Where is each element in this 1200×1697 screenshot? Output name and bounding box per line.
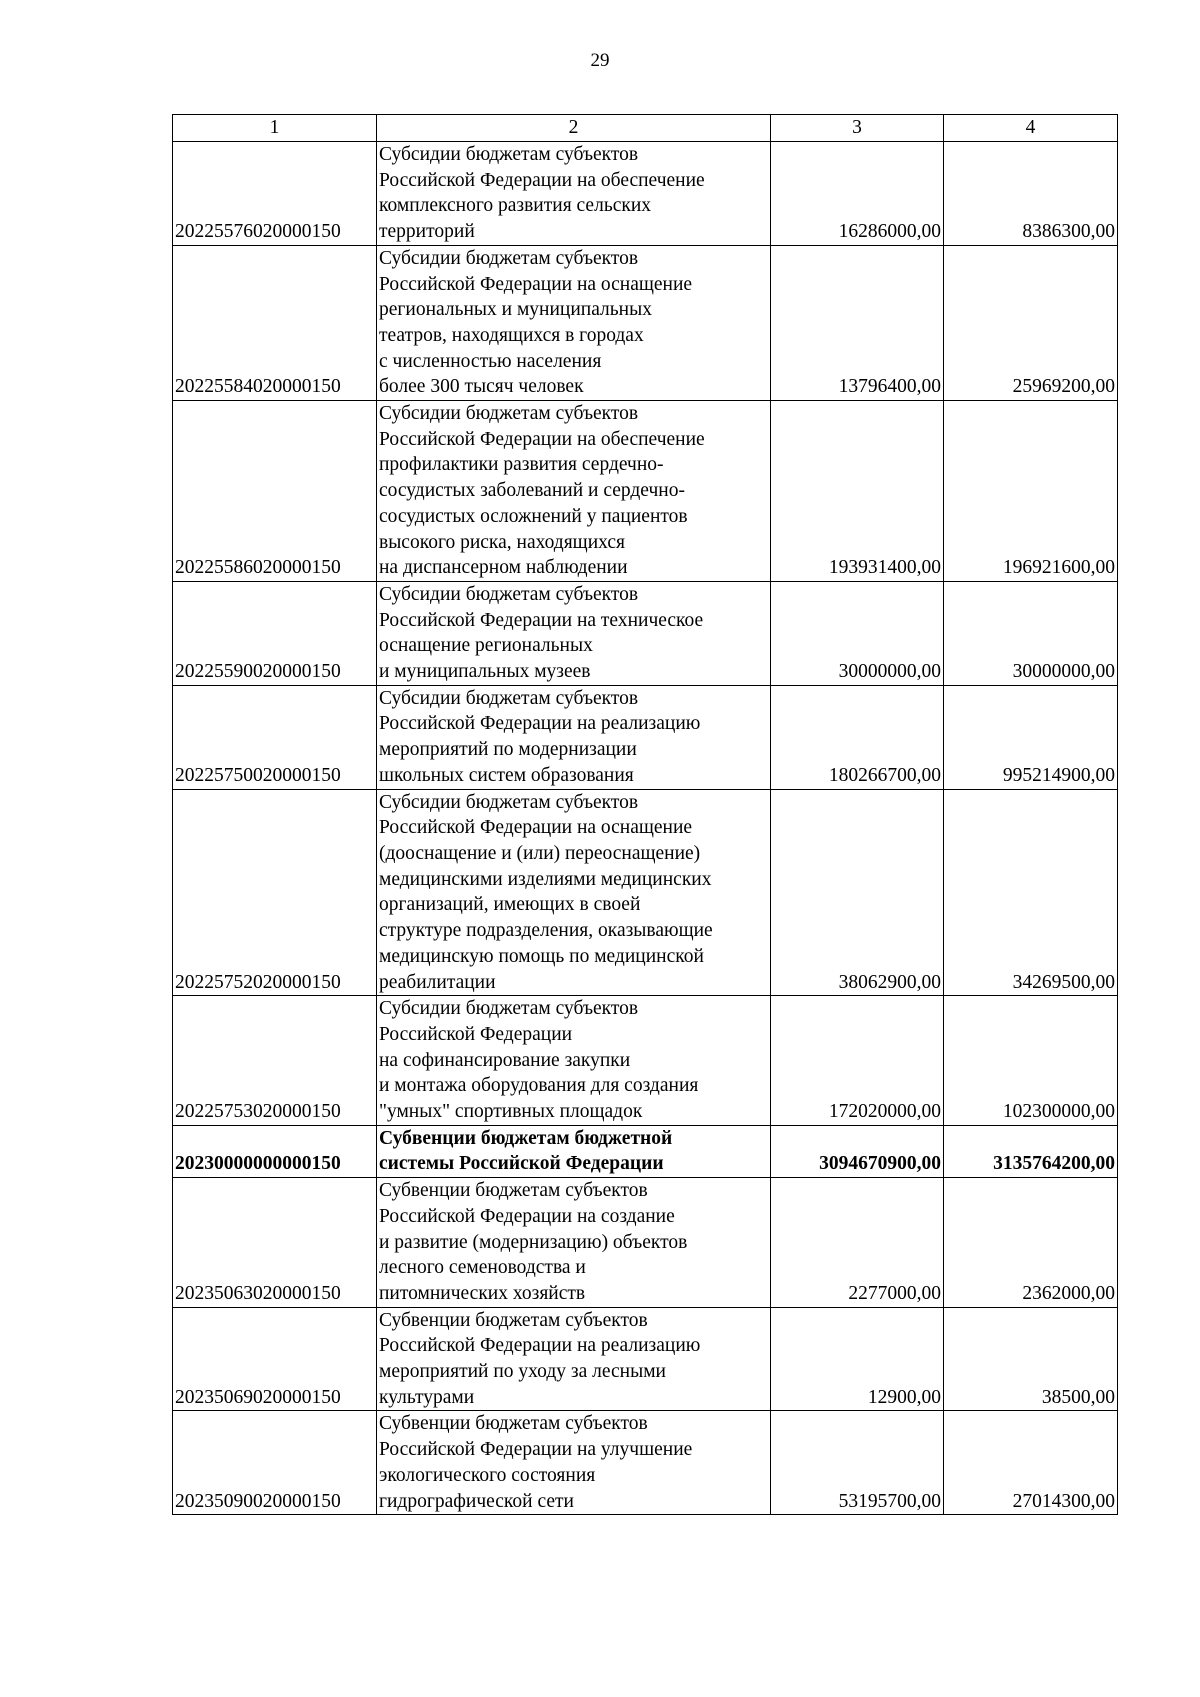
row-code: 20225753020000150 — [173, 996, 377, 1126]
row-col4-value: 38500,00 — [944, 1307, 1118, 1411]
row-col4-value: 27014300,00 — [944, 1411, 1118, 1515]
row-col4-value: 34269500,00 — [944, 789, 1118, 996]
row-name-line: мероприятий по модернизации — [379, 739, 637, 761]
row-col4-value: 2362000,00 — [944, 1178, 1118, 1308]
row-col4-value: 30000000,00 — [944, 581, 1118, 685]
row-name — [377, 401, 771, 582]
row-name-line: структуре подразделения, оказывающие — [379, 920, 713, 942]
row-name-line: экологического состояния — [379, 1464, 596, 1486]
row-name-line: Субсидии бюджетам субъектов — [379, 791, 639, 813]
row-name-line: Субсидии бюджетам субъектов — [379, 247, 639, 269]
row-name-line: на диспансерном наблюдении — [379, 557, 628, 579]
row-col3-value: 53195700,00 — [771, 1411, 944, 1515]
row-name-line: Российской Федерации — [379, 1023, 573, 1045]
row-name-line: Субсидии бюджетам субъектов — [379, 998, 639, 1020]
table-row — [173, 1125, 1118, 1177]
row-name-line: медицинскими изделиями медицинских — [379, 868, 712, 890]
row-name-line: Российской Федерации на обеспечение — [379, 428, 705, 450]
row-col3-value: 193931400,00 — [771, 401, 944, 582]
row-name-line: системы Российской Федерации — [379, 1153, 664, 1175]
row-code: 20230000000000150 — [173, 1125, 377, 1177]
row-name-line: Российской Федерации на создание — [379, 1205, 675, 1227]
table-body — [173, 142, 1118, 1515]
row-name-line: профилактики развития сердечно- — [379, 454, 664, 476]
row-name-line: реабилитации — [379, 971, 496, 993]
row-name — [377, 996, 771, 1126]
row-name — [377, 1125, 771, 1177]
row-col3-value: 2277000,00 — [771, 1178, 944, 1308]
row-col4-value: 8386300,00 — [944, 142, 1118, 246]
row-col3-value: 16286000,00 — [771, 142, 944, 246]
row-col4-value: 995214900,00 — [944, 685, 1118, 789]
table-row — [173, 142, 1118, 246]
row-name-line: Субвенции бюджетам субъектов — [379, 1309, 648, 1331]
row-name-line: (дооснащение и (или) переоснащение) — [379, 842, 701, 864]
row-name-line: комплексного развития сельских — [379, 195, 652, 217]
row-name-line: высокого риска, находящихся — [379, 531, 625, 553]
row-name-line: Российской Федерации на реализацию — [379, 1335, 701, 1357]
row-code: 20225590020000150 — [173, 581, 377, 685]
row-name-line: Российской Федерации на реализацию — [379, 713, 701, 735]
row-name-line: и монтажа оборудования для создания — [379, 1075, 699, 1097]
row-code: 20235090020000150 — [173, 1411, 377, 1515]
row-name — [377, 581, 771, 685]
row-name-line: театров, находящихся в городах — [379, 324, 644, 346]
row-name-line: оснащение региональных — [379, 635, 593, 657]
page-number: 29 — [590, 50, 610, 71]
row-name-line: и муниципальных музеев — [379, 661, 591, 683]
row-code: 20225752020000150 — [173, 789, 377, 996]
row-code: 20225584020000150 — [173, 245, 377, 400]
budget-table — [172, 114, 1118, 1515]
row-name-line: Субвенции бюджетам бюджетной — [379, 1127, 673, 1149]
table-header — [173, 115, 1118, 142]
row-col3-value: 3094670900,00 — [771, 1125, 944, 1177]
row-name — [377, 1307, 771, 1411]
row-name-line: Субсидии бюджетам субъектов — [379, 403, 639, 425]
row-name — [377, 245, 771, 400]
row-name-line: культурами — [379, 1386, 475, 1408]
table-row — [173, 401, 1118, 582]
row-name-line: "умных" спортивных площадок — [379, 1101, 643, 1123]
row-name-line: Российской Федерации на обеспечение — [379, 169, 705, 191]
header-col-4: 4 — [944, 115, 1118, 142]
row-col4-value: 3135764200,00 — [944, 1125, 1118, 1177]
row-name — [377, 685, 771, 789]
row-name — [377, 142, 771, 246]
row-col3-value: 13796400,00 — [771, 245, 944, 400]
table-row — [173, 789, 1118, 996]
row-name-line: Субсидии бюджетам субъектов — [379, 583, 639, 605]
row-code: 20235063020000150 — [173, 1178, 377, 1308]
row-col3-value: 12900,00 — [771, 1307, 944, 1411]
row-name-line: Российской Федерации на улучшение — [379, 1439, 693, 1461]
row-col4-value: 102300000,00 — [944, 996, 1118, 1126]
row-name-line: мероприятий по уходу за лесными — [379, 1361, 666, 1383]
row-name-line: на софинансирование закупки — [379, 1049, 631, 1071]
row-code: 20225750020000150 — [173, 685, 377, 789]
table-row — [173, 685, 1118, 789]
header-col-2: 2 — [377, 115, 771, 142]
header-col-3: 3 — [771, 115, 944, 142]
row-name-line: Субвенции бюджетам субъектов — [379, 1413, 648, 1435]
table-row — [173, 1178, 1118, 1308]
row-name-line: региональных и муниципальных — [379, 299, 652, 321]
row-col4-value: 25969200,00 — [944, 245, 1118, 400]
row-name-line: питомнических хозяйств — [379, 1282, 586, 1304]
row-col4-value: 196921600,00 — [944, 401, 1118, 582]
row-col3-value: 180266700,00 — [771, 685, 944, 789]
table-row — [173, 245, 1118, 400]
row-code: 20235069020000150 — [173, 1307, 377, 1411]
row-name-line: Субсидии бюджетам субъектов — [379, 144, 639, 165]
header-row — [173, 115, 1118, 142]
row-name-line: сосудистых заболеваний и сердечно- — [379, 480, 685, 502]
row-name-line: сосудистых осложнений у пациентов — [379, 505, 688, 527]
row-name-line: гидрографической сети — [379, 1490, 574, 1512]
row-name-line: лесного семеноводства и — [379, 1257, 586, 1279]
row-name-line: с численностью населения — [379, 350, 602, 372]
row-name — [377, 1178, 771, 1308]
row-code: 20225586020000150 — [173, 401, 377, 582]
row-name — [377, 1411, 771, 1515]
header-col-1: 1 — [173, 115, 377, 142]
row-col3-value: 172020000,00 — [771, 996, 944, 1126]
row-col3-value: 30000000,00 — [771, 581, 944, 685]
row-name-line: школьных систем образования — [379, 764, 634, 786]
row-name-line: Российской Федерации на оснащение — [379, 273, 693, 295]
table-row — [173, 1411, 1118, 1515]
row-code: 20225576020000150 — [173, 142, 377, 246]
row-name-line: более 300 тысяч человек — [379, 376, 584, 398]
row-name — [377, 789, 771, 996]
row-name-line: территорий — [379, 221, 475, 243]
table-row — [173, 581, 1118, 685]
row-name-line: организаций, имеющих в своей — [379, 894, 641, 916]
row-name-line: Субсидии бюджетам субъектов — [379, 687, 639, 709]
row-name-line: Субвенции бюджетам субъектов — [379, 1180, 648, 1202]
row-name-line: медицинскую помощь по медицинской — [379, 945, 704, 967]
table-row — [173, 996, 1118, 1126]
row-name-line: Российской Федерации на техническое — [379, 609, 704, 631]
row-col3-value: 38062900,00 — [771, 789, 944, 996]
table-row — [173, 1307, 1118, 1411]
row-name-line: Российской Федерации на оснащение — [379, 817, 693, 839]
row-name-line: и развитие (модернизацию) объектов — [379, 1231, 688, 1253]
